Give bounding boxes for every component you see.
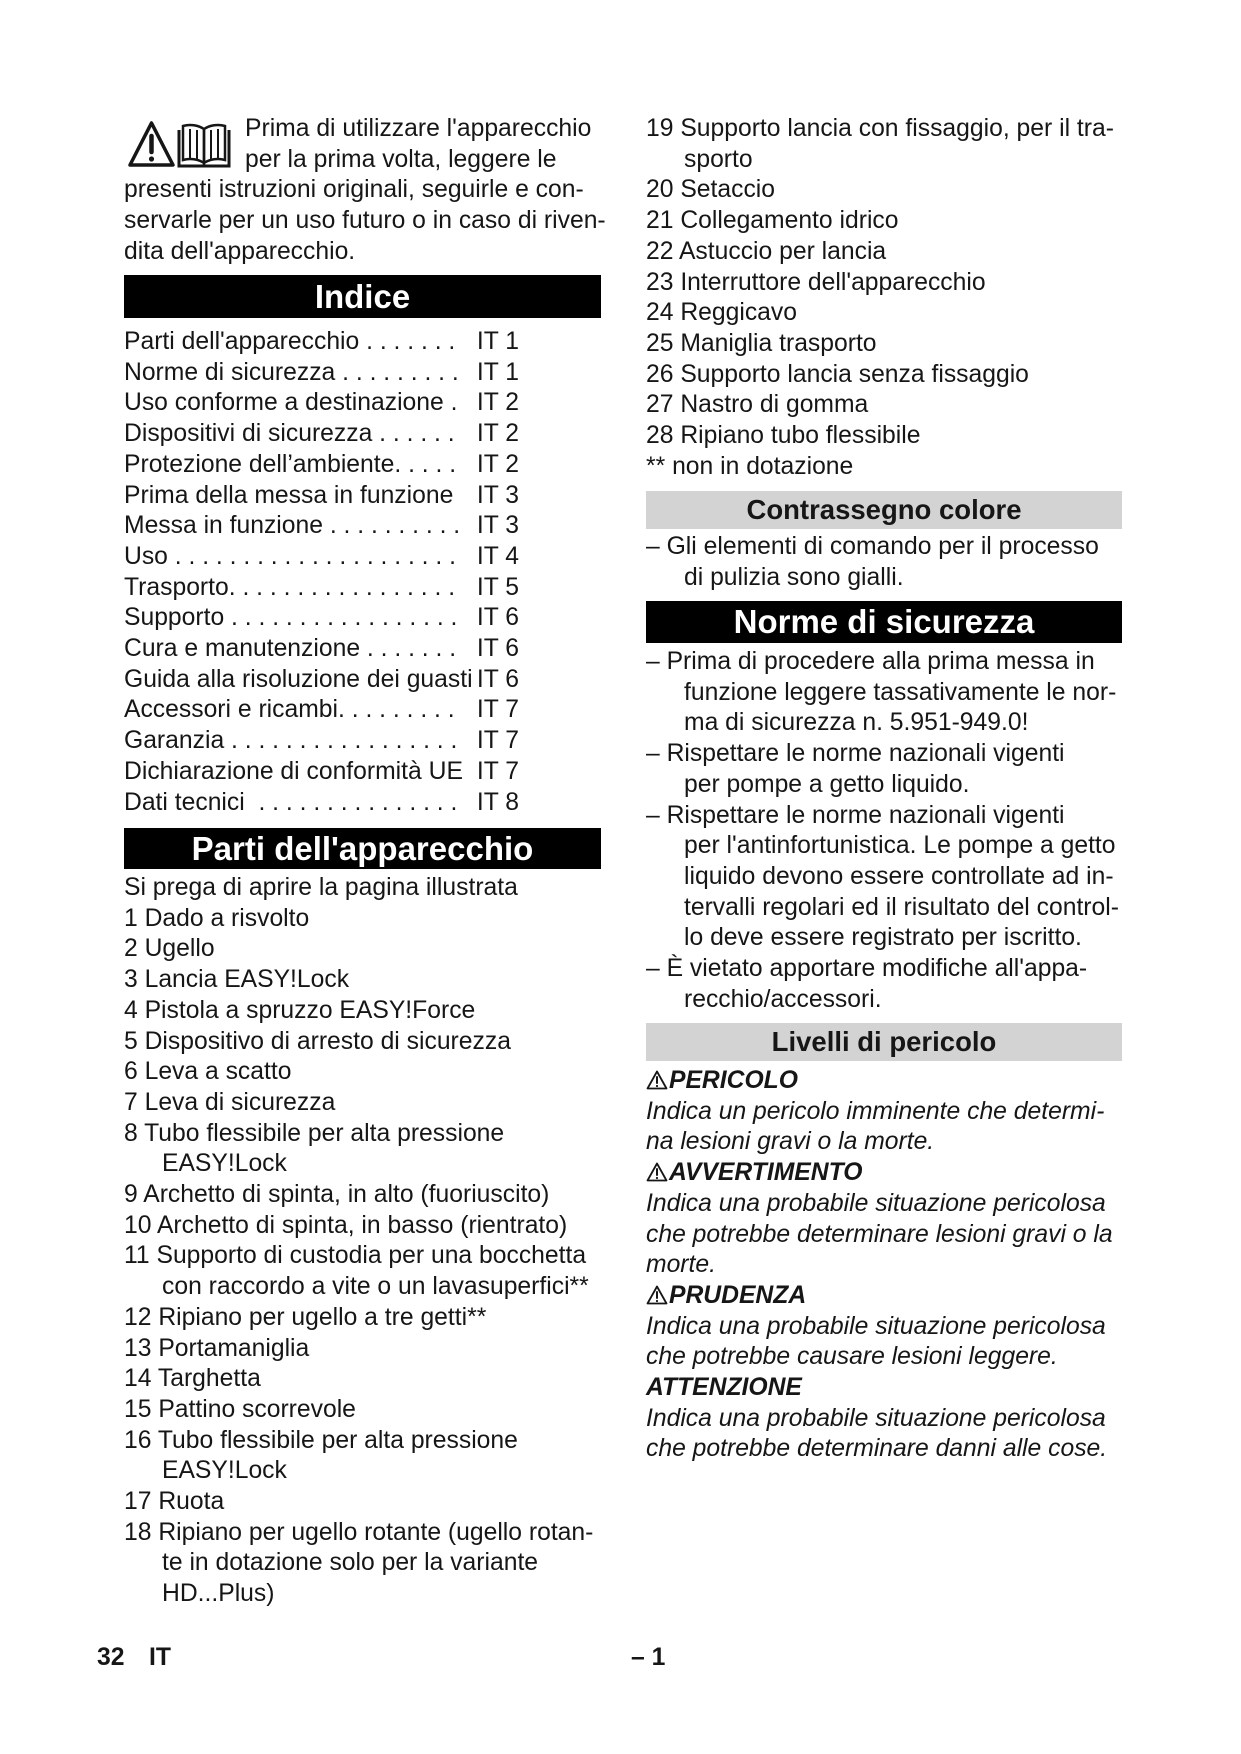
danger-level-label: PERICOLO: [669, 1067, 798, 1094]
part-item-line: 9 Archetto di spinta, in alto (fuoriuscito): [124, 1181, 550, 1209]
part-item-line: 13 Portamaniglia: [124, 1334, 310, 1362]
toc-entry-page: IT 2: [476, 389, 519, 417]
safety-rule: [646, 954, 1119, 1015]
intro-paragraph: [124, 114, 606, 268]
language-code: IT: [149, 1644, 171, 1671]
toc-entry: [124, 757, 519, 788]
color-code-line: di pulizia sono gialli.: [684, 563, 904, 591]
safety-rule-line: recchio/accessori.: [684, 985, 882, 1013]
toc-entry-page: IT 7: [476, 696, 519, 724]
toc-entry-label: Uso . . . . . . . . . . . . . . . . . . . . .: [124, 542, 456, 570]
part-item: [124, 1395, 593, 1426]
part-item-line: 17 Ruota: [124, 1488, 225, 1516]
toc-entry-label: Uso conforme a destinazione .: [124, 389, 458, 417]
safety-rule-line: tervalli regolari ed il risultato del control-: [684, 893, 1119, 921]
toc-entry-page: IT 1: [476, 358, 519, 386]
part-item: [124, 1426, 593, 1487]
color-code-line: – Gli elementi di comando per il processo: [646, 533, 1099, 560]
toc-entry: [124, 542, 519, 573]
parts-list: [124, 904, 593, 1610]
safety-rule-line: – Rispettare le norme nazionali vigenti: [646, 740, 1065, 768]
toc-entry-label: Dichiarazione di conformità UE: [124, 757, 463, 785]
danger-level-description-line: Indica una probabile situazione pericolosa: [646, 1404, 1106, 1432]
toc-entry-label: Accessori e ricambi. . . . . . . . .: [124, 696, 455, 724]
toc-entry-label: Trasporto. . . . . . . . . . . . . . . . .: [124, 573, 456, 601]
index-list: [124, 327, 519, 818]
part-item: [646, 360, 1114, 391]
part-item-line: 24 Reggicavo: [646, 299, 797, 327]
part-item-line: 6 Leva a scatto: [124, 1058, 292, 1086]
safety-rule-line: – È vietato apportare modifiche all'appa-: [646, 955, 1088, 983]
intro-line: Prima di utilizzare l'apparecchio: [245, 115, 592, 142]
part-item: [124, 1241, 593, 1302]
toc-entry-page: IT 4: [476, 542, 519, 570]
danger-level: [646, 1066, 1113, 1158]
intro-line: servarle per un uso futuro o in caso di riven-: [124, 207, 606, 235]
danger-level-label: PRUDENZA: [669, 1281, 807, 1309]
toc-entry: [124, 695, 519, 726]
toc-entry-page: IT 7: [476, 757, 519, 785]
parts-continued: [646, 114, 1114, 482]
toc-entry: [124, 665, 519, 696]
index-heading: Indice: [124, 275, 601, 318]
page-number: 32: [97, 1644, 125, 1671]
part-item: [124, 904, 593, 935]
part-item-line: 22 Astuccio per lancia: [646, 237, 887, 265]
danger-level-description-line: Indica un pericolo imminente che determi-: [646, 1097, 1105, 1125]
toc-entry-label: Garanzia . . . . . . . . . . . . . . . . .: [124, 727, 458, 755]
danger-level-description: [646, 1404, 1113, 1465]
part-item-line: 20 Setaccio: [646, 176, 776, 204]
part-item-line: 5 Dispositivo di arresto di sicurezza: [124, 1027, 511, 1055]
danger-level-heading: [646, 1158, 1113, 1189]
warning-icon: [646, 1285, 668, 1305]
toc-entry-page: IT 6: [476, 635, 519, 663]
toc-entry-page: IT 3: [476, 481, 519, 509]
danger-level-description: [646, 1312, 1113, 1373]
safety-rule-line: per pompe a getto liquido.: [684, 770, 970, 798]
color-code-list: [646, 532, 1099, 593]
intro-line: dita dell'apparecchio.: [124, 237, 356, 265]
toc-entry-page: IT 7: [476, 727, 519, 755]
toc-entry-label: Norme di sicurezza . . . . . . . . .: [124, 358, 459, 386]
part-item-line: EASY!Lock: [162, 1150, 287, 1178]
safety-rule-line: per l'antinfortunistica. Le pompe a getto: [684, 832, 1116, 860]
parts-section: [124, 873, 593, 1610]
part-item-line: 14 Targhetta: [124, 1365, 261, 1393]
parts-intro: Si prega di aprire la pagina illustrata: [124, 874, 518, 901]
toc-entry-label: Cura e manutenzione . . . . . . .: [124, 635, 457, 663]
part-item-line: 15 Pattino scorrevole: [124, 1395, 356, 1423]
safety-rule-line: ma di sicurezza n. 5.951-949.0!: [684, 709, 1029, 737]
danger-levels-heading: Livelli di pericolo: [646, 1023, 1122, 1061]
part-item-line: con raccordo a vite o un lavasuperfici**: [162, 1273, 589, 1301]
toc-entry: [124, 634, 519, 665]
part-item: [124, 1088, 593, 1119]
toc-entry: [124, 358, 519, 389]
part-item-line: 7 Leva di sicurezza: [124, 1088, 336, 1116]
toc-entry: [124, 573, 519, 604]
danger-level-description: [646, 1097, 1113, 1158]
part-item-line: 18 Ripiano per ugello rotante (ugello rotan-: [124, 1518, 594, 1546]
part-item-line: 27 Nastro di gomma: [646, 391, 869, 419]
toc-entry-label: Dispositivi di sicurezza . . . . . .: [124, 420, 455, 448]
part-item-line: 26 Supporto lancia senza fissaggio: [646, 360, 1029, 388]
danger-level-heading: [646, 1373, 1113, 1404]
danger-level-description-line: na lesioni gravi o la morte.: [646, 1128, 935, 1156]
part-item-line: 8 Tubo flessibile per alta pressione: [124, 1119, 505, 1147]
toc-entry: [124, 726, 519, 757]
danger-level-label: AVVERTIMENTO: [669, 1159, 863, 1187]
safety-rule: [646, 801, 1119, 955]
danger-level: [646, 1373, 1113, 1465]
safety-rule: [646, 739, 1119, 800]
toc-entry-label: Prima della messa in funzione: [124, 481, 454, 509]
part-item-line: 19 Supporto lancia con fissaggio, per il tra-: [646, 115, 1114, 142]
danger-level-description-line: morte.: [646, 1251, 716, 1279]
toc-entry-label: Protezione dell’ambiente. . . . .: [124, 450, 457, 478]
part-item: [646, 114, 1114, 175]
toc-entry: [124, 450, 519, 481]
parts-heading: Parti dell'apparecchio: [124, 828, 601, 869]
part-item-line: 1 Dado a risvolto: [124, 904, 310, 932]
part-item-line: 10 Archetto di spinta, in basso (rientrato): [124, 1211, 568, 1239]
part-item-line: EASY!Lock: [162, 1457, 287, 1485]
part-item: [646, 390, 1114, 421]
safety-rule-line: funzione leggere tassativamente le nor-: [684, 678, 1117, 706]
part-item: [646, 268, 1114, 299]
color-code-heading: Contrassegno colore: [646, 491, 1122, 529]
danger-level-heading: [646, 1066, 1113, 1097]
part-item: [124, 996, 593, 1027]
part-item-line: 21 Collegamento idrico: [646, 207, 899, 235]
warning-icon: [646, 1162, 668, 1182]
part-item-line: 2 Ugello: [124, 935, 215, 963]
part-item: [646, 298, 1114, 329]
part-item-line: 28 Ripiano tubo flessibile: [646, 422, 921, 450]
danger-level-label: ATTENZIONE: [646, 1374, 802, 1402]
intro-line: per la prima volta, leggere le: [245, 145, 557, 173]
part-item: [124, 965, 593, 996]
part-item-line: HD...Plus): [162, 1580, 275, 1608]
toc-entry: [124, 511, 519, 542]
toc-entry-label: Supporto . . . . . . . . . . . . . . . . .: [124, 604, 458, 632]
part-item-line: sporto: [684, 145, 753, 173]
toc-entry-page: IT 2: [476, 450, 519, 478]
part-item: [124, 1119, 593, 1180]
toc-entry-page: IT 6: [476, 604, 519, 632]
part-item: [124, 1057, 593, 1088]
safety-rule-line: liquido devono essere controllate ad in-: [684, 862, 1114, 890]
toc-entry-label: Messa in funzione . . . . . . . . . .: [124, 512, 461, 540]
toc-entry: [124, 327, 519, 358]
part-item-line: 12 Ripiano per ugello a tre getti**: [124, 1303, 487, 1331]
part-item-line: te in dotazione solo per la variante: [162, 1549, 539, 1577]
danger-level-heading: [646, 1281, 1113, 1312]
toc-entry-page: IT 5: [476, 573, 519, 601]
part-item: [124, 1518, 593, 1610]
danger-level: [646, 1281, 1113, 1373]
part-item: [646, 237, 1114, 268]
toc-entry-page: IT 6: [476, 665, 519, 693]
part-item: [646, 421, 1114, 452]
toc-entry-label: Parti dell'apparecchio . . . . . . .: [124, 328, 456, 355]
toc-entry: [124, 419, 519, 450]
toc-entry: [124, 788, 519, 819]
intro-line: presenti istruzioni originali, seguirle e con-: [124, 176, 584, 204]
safety-rule-line: – Prima di procedere alla prima messa in: [646, 648, 1095, 675]
part-item-line: 11 Supporto di custodia per una bocchetta: [124, 1242, 587, 1270]
part-item-line: 16 Tubo flessibile per alta pressione: [124, 1426, 518, 1454]
toc-entry-page: IT 3: [476, 512, 519, 540]
warning-icon: [646, 1070, 668, 1090]
safety-heading: Norme di sicurezza: [646, 601, 1122, 643]
toc-entry-page: IT 2: [476, 420, 519, 448]
part-item-line: 3 Lancia EASY!Lock: [124, 966, 350, 994]
part-item: [124, 1487, 593, 1518]
color-code-item: [646, 532, 1099, 593]
part-item: [646, 175, 1114, 206]
safety-rules-list: [646, 647, 1119, 1015]
part-item: [124, 934, 593, 965]
part-item-line: 23 Interruttore dell'apparecchio: [646, 268, 986, 296]
part-item: [124, 1364, 593, 1395]
toc-entry-label: Dati tecnici . . . . . . . . . . . . . . .: [124, 788, 458, 816]
toc-entry-label: Guida alla risoluzione dei guasti: [124, 665, 473, 693]
part-item: [124, 1211, 593, 1242]
danger-level-description-line: Indica una probabile situazione pericolosa: [646, 1312, 1106, 1340]
part-item: [124, 1303, 593, 1334]
part-item: [124, 1180, 593, 1211]
toc-entry: [124, 603, 519, 634]
toc-entry-page: IT 8: [476, 788, 519, 816]
section-page-number: – 1: [631, 1644, 666, 1671]
part-item: [124, 1027, 593, 1058]
toc-entry: [124, 481, 519, 512]
part-item-line: 4 Pistola a spruzzo EASY!Force: [124, 996, 476, 1024]
toc-entry-page: IT 1: [476, 328, 519, 355]
danger-levels-list: [646, 1066, 1113, 1465]
part-item: [124, 1334, 593, 1365]
part-item: [646, 329, 1114, 360]
danger-level-description: [646, 1189, 1113, 1281]
part-item: [646, 206, 1114, 237]
parts-footnote: ** non in dotazione: [646, 452, 854, 480]
safety-rule-line: – Rispettare le norme nazionali vigenti: [646, 801, 1065, 829]
danger-level-description-line: che potrebbe causare lesioni leggere.: [646, 1343, 1058, 1371]
danger-level: [646, 1158, 1113, 1281]
safety-rule-line: lo deve essere registrato per iscritto.: [684, 924, 1082, 952]
safety-rule: [646, 647, 1119, 739]
part-item-line: 25 Maniglia trasporto: [646, 329, 877, 357]
danger-level-description-line: Indica una probabile situazione pericolosa: [646, 1189, 1106, 1217]
toc-entry: [124, 388, 519, 419]
danger-level-description-line: che potrebbe determinare danni alle cose.: [646, 1435, 1108, 1463]
parts-list-continued: [646, 114, 1114, 452]
danger-level-description-line: che potrebbe determinare lesioni gravi o la: [646, 1220, 1113, 1248]
